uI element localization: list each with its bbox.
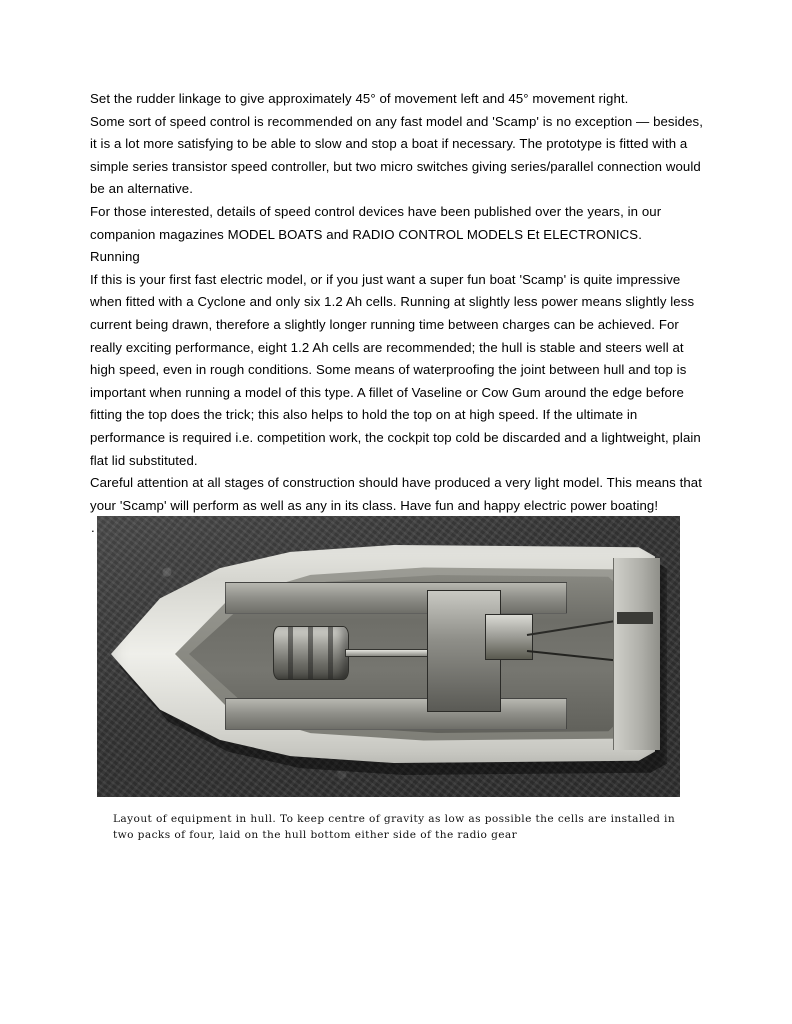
figure-caption: Layout of equipment in hull. To keep centre of gravity as low as possible the cells are installed in two packs of four, laid on the hull bottom either side of the radio gear <box>113 813 676 841</box>
motor-band-2 <box>308 627 313 679</box>
model-boat-hull-photograph <box>97 516 680 797</box>
text-block <box>90 88 704 540</box>
paragraph-1: Set the rudder linkage to give approximately 45° of movement left and 45° movement right. <box>90 91 629 106</box>
paragraph-3: For those interested, details of speed control devices have been published over the years, in our companion magazines MODEL BOATS and RADIO CONTROL MODELS Et ELECTRONICS. <box>90 203 662 242</box>
electric-motor <box>273 626 349 680</box>
article-body <box>90 88 704 540</box>
transom-fitting <box>617 612 653 624</box>
paragraph-2: Some sort of speed control is recommended on any fast model and 'Scamp' is no exception — besides, it is a lot more satisfying to be able to slow and stop a boat if necessary. The prototype is fitted with a simple series transistor speed controller, but two micro switches giving series/parallel connection would be an alternative. <box>90 113 703 197</box>
stray-dot-mark: . <box>91 520 95 536</box>
section-heading-running: Running <box>90 249 140 265</box>
motor-band-3 <box>328 627 333 679</box>
motor-band-1 <box>288 627 293 679</box>
cell-pack-lower <box>225 698 567 730</box>
cell-pack-upper <box>225 582 567 614</box>
servo <box>485 614 533 660</box>
transom <box>613 558 660 750</box>
paragraph-5: Careful attention at all stages of construction should have produced a very light model. This means that your 'Scamp' will perform as well as any in its class. Have fun and happy electric power boating! <box>90 475 702 513</box>
paragraph-4: If this is your first fast electric model, or if you just want a super fun boat 'Scamp' is quite impressive when fitted with a Cyclone and only six 1.2 Ah cells. Running at slightly less power means slightly less current being drawn, therefore a slightly longer running time between charges can be achieved. For really exciting performance, eight 1.2 Ah cells are recommended; the hull is stable and steers well at high speed, even in rough conditions. Some means of waterproofing the joint between hull and top is important when running a model of this type. A fillet of Vaseline or Cow Gum around the edge before fitting the top does the trick; this also helps to hold the top on at high speed. If the ultimate in performance is required i.e. competition work, the cockpit top cold be discarded and a lightweight, plain flat lid substituted. <box>90 271 701 468</box>
